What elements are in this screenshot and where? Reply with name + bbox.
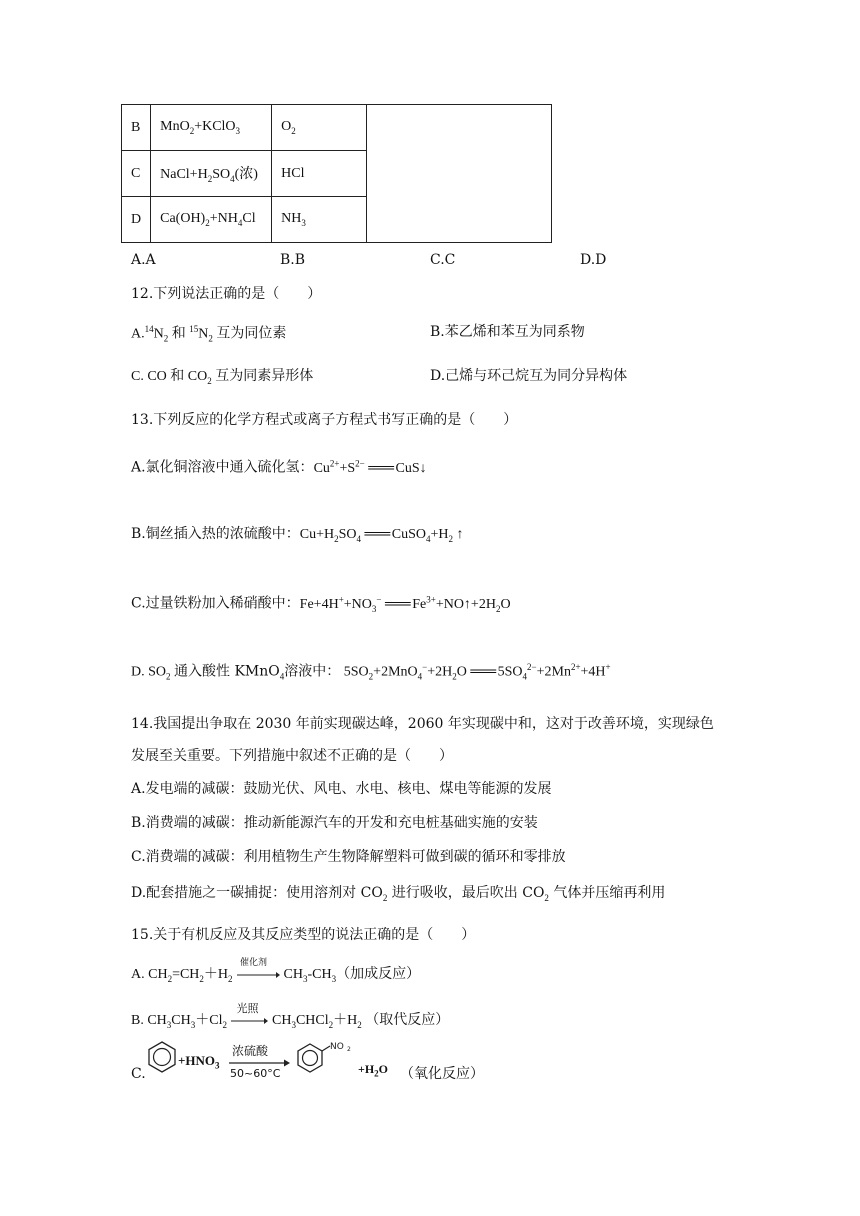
q14-option-a[interactable]: A.发电端的减碳：鼓励光伏、风电、水电、核电、煤电等能源的发展 <box>131 781 552 797</box>
q13-option-a[interactable]: A.氯化铜溶液中通入硫化氢：$Cu^{2+}+S^{2-}$ ═══ CuS↓ <box>131 458 427 476</box>
q14-option-b[interactable]: B.消费端的减碳：推动新能源汽车的开发和充电桩基础实施的安装 <box>131 815 538 831</box>
q15-option-a[interactable]: A. $CH_2=CH_2+H_2$ 催化剂 $CH_3-CH_3$（加成反应） <box>131 957 421 984</box>
option-d[interactable]: D.D <box>580 252 607 268</box>
benzene-ring-icon <box>146 1040 178 1074</box>
q12-option-a[interactable]: $A.^{14}N_2$ 和 $^{15}N_2$ 互为同位素 <box>131 324 287 344</box>
question-14-stem-line2: 发展至关重要。下列措施中叙述不正确的是（ ） <box>131 748 453 764</box>
q14-option-c[interactable]: C.消费端的减碳：利用植物生产生物降解塑料可做到碳的循环和零排放 <box>131 849 566 865</box>
question-14-stem-line1: 14.我国提出争取在 2030 年前实现碳达峰，2060 年实现碳中和，这对于改善环境，实现绿色 <box>131 716 714 732</box>
question-13-stem: 13.下列反应的化学方程式或离子方程式书写正确的是（ ） <box>131 412 518 428</box>
row-label: C <box>122 151 151 197</box>
gas-cell: $NH_3$ <box>272 197 367 243</box>
nitrobenzene-structure-icon <box>296 1040 356 1076</box>
table-row <box>122 105 552 151</box>
svg-text:NO: NO <box>330 1042 344 1052</box>
reagents-cell: $Ca(OH)_2+NH_4Cl$ <box>151 197 272 243</box>
option-b[interactable]: B.B <box>280 252 306 268</box>
reagents-cell: MnO$_2$+KClO$_3$ <box>151 105 272 151</box>
q12-option-d[interactable]: D.己烯与环己烷互为同分异构体 <box>430 368 628 384</box>
reagent-table <box>121 104 552 243</box>
q13-option-c[interactable]: C.过量铁粉加入稀硝酸中：$Fe+4H^++NO_3^-$ ═══ $Fe^{3+}+NO↑+2H_2O$ <box>131 594 511 614</box>
row-label: D <box>122 197 151 243</box>
q13-option-b[interactable]: B.铜丝插入热的浓硫酸中：$Cu+H_2SO_4$ ═══ $CuSO_4+H_2$ ↑ <box>131 526 464 544</box>
apparatus-cell <box>367 105 552 243</box>
gas-cell: $O_2$ <box>272 105 367 151</box>
option-c[interactable]: C.C <box>430 252 456 268</box>
reaction-arrow-icon <box>236 969 280 981</box>
q13-option-d[interactable]: D. $SO_2$ 通入酸性 KMnO$_4$溶液中： $5SO_2+2MnO_4^-+2H_2O$ ═══ $5SO_4^{2-}+2Mn^{2+}+4H^+$ <box>131 662 611 682</box>
reagents-cell: $NaCl+H_2SO_4$(浓) <box>151 151 272 197</box>
option-a[interactable]: A.A <box>131 252 156 268</box>
row-label: B <box>122 105 151 151</box>
nitration-condition-bottom: 50~60°C <box>230 1067 281 1080</box>
q12-option-b[interactable]: B.苯乙烯和苯互为同系物 <box>430 324 585 340</box>
water-product: $+H_2O$ <box>358 1062 389 1079</box>
gas-cell: HCl <box>272 151 367 197</box>
q15-c-reaction-type: （氧化反应） <box>400 1066 484 1082</box>
light-arrow: 光照 <box>230 1015 268 1027</box>
hno3-reagent: $+HNO_3$ <box>178 1053 220 1071</box>
q14-option-d[interactable]: D.配套措施之一碳捕捉：使用溶剂对 $CO_2$ 进行吸收，最后吹出 $CO_2$ 气体并压缩再利用 <box>131 885 666 903</box>
nitration-condition-top: 浓硫酸 <box>232 1044 269 1058</box>
question-12-stem: 12.下列说法正确的是（ ） <box>131 286 322 302</box>
catalyst-arrow: 催化剂 <box>236 969 280 981</box>
q15-option-b[interactable]: B. $CH_3CH_3+Cl_2$ 光照 $CH_3CHCl_2+H_2$ （取代反应） <box>131 1001 450 1030</box>
question-15-stem: 15.关于有机反应及其反应类型的说法正确的是（ ） <box>131 927 476 943</box>
svg-text:2: 2 <box>347 1046 351 1053</box>
q12-option-c[interactable]: C. CO 和 $CO_2$ 互为同素异形体 <box>131 368 314 386</box>
q15-option-c-label[interactable]: C. <box>131 1066 146 1082</box>
reaction-arrow-icon <box>230 1015 268 1027</box>
